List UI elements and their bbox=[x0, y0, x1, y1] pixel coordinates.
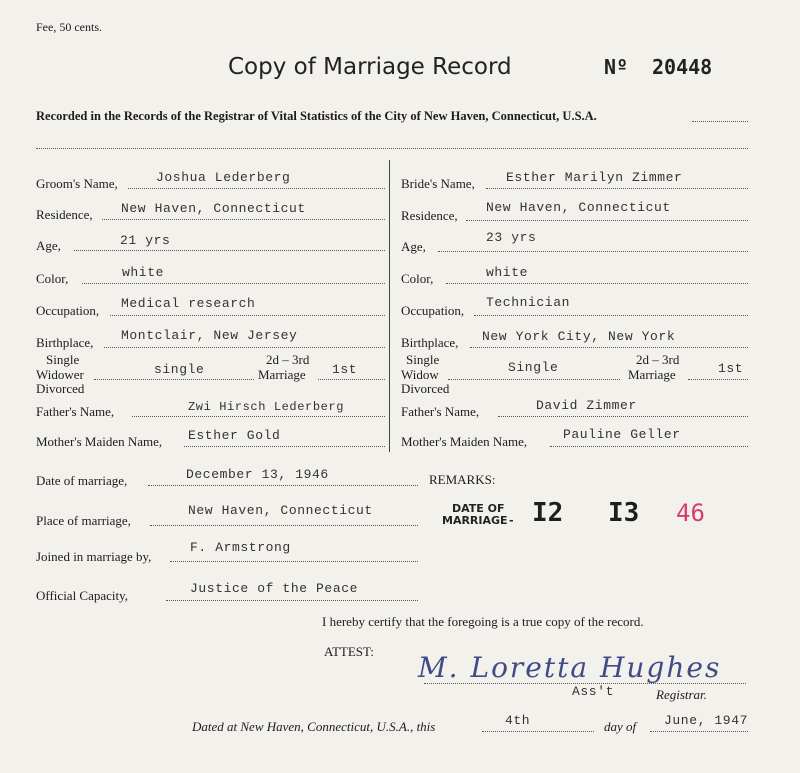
bride-name-label: Bride's Name, bbox=[401, 176, 475, 191]
header-rule bbox=[36, 148, 748, 149]
marriage-date: December 13, 1946 bbox=[186, 467, 329, 482]
groom-age-line bbox=[74, 250, 385, 251]
document-title: Copy of Marriage Record bbox=[228, 54, 512, 80]
dated-day: 4th bbox=[505, 713, 531, 728]
groom-status-line bbox=[94, 379, 254, 380]
bride-color-label: Color, bbox=[401, 271, 434, 286]
bride-father: David Zimmer bbox=[536, 398, 637, 413]
groom-color-label: Color, bbox=[36, 271, 69, 286]
bride-mother: Pauline Geller bbox=[563, 427, 681, 442]
attest-label: ATTEST: bbox=[324, 644, 374, 659]
bride-status-line bbox=[448, 379, 620, 380]
groom-occupation-line bbox=[110, 315, 385, 316]
dated-text: Dated at New Haven, Connecticut, U.S.A., this bbox=[192, 719, 436, 734]
groom-father-label: Father's Name, bbox=[36, 404, 115, 419]
groom-mother: Esther Gold bbox=[188, 428, 281, 443]
groom-status-divorced-label: Divorced bbox=[36, 381, 85, 396]
marriage-date-line bbox=[148, 485, 418, 486]
groom-marriage-label: Marriage bbox=[258, 367, 306, 382]
dated-day-line bbox=[482, 731, 594, 732]
stamp-label-marriage: MARRIAGE bbox=[442, 514, 508, 527]
bride-age: 23 yrs bbox=[486, 230, 537, 245]
groom-birthplace-line bbox=[104, 347, 385, 348]
groom-residence-line bbox=[102, 219, 385, 220]
bride-birthplace-label: Birthplace, bbox=[401, 335, 459, 350]
bride-mother-label: Mother's Maiden Name, bbox=[401, 434, 528, 449]
marriage-place-line bbox=[150, 525, 418, 526]
bride-status-divorced-label: Divorced bbox=[401, 381, 450, 396]
bride-color-line bbox=[446, 283, 748, 284]
bride-father-label: Father's Name, bbox=[401, 404, 480, 419]
bride-father-line bbox=[498, 416, 748, 417]
groom-age: 21 yrs bbox=[120, 233, 171, 248]
bride-occupation: Technician bbox=[486, 295, 571, 310]
official-capacity-label: Official Capacity, bbox=[36, 588, 129, 603]
groom-name-line bbox=[128, 188, 385, 189]
marriage-place-label: Place of marriage, bbox=[36, 513, 131, 528]
bride-mother-line bbox=[550, 446, 748, 447]
groom-color-line bbox=[82, 283, 385, 284]
stamp-dash: - bbox=[509, 514, 514, 527]
dated-month-line bbox=[650, 731, 748, 732]
bride-status: Single bbox=[508, 360, 559, 375]
bride-marriage: 1st bbox=[718, 361, 744, 376]
groom-name: Joshua Lederberg bbox=[156, 170, 291, 185]
bride-status-single-label: Single bbox=[406, 352, 440, 367]
groom-residence: New Haven, Connecticut bbox=[121, 201, 306, 216]
bride-occupation-label: Occupation, bbox=[401, 303, 465, 318]
bride-residence: New Haven, Connecticut bbox=[486, 200, 671, 215]
stamp-year: 46 bbox=[676, 499, 705, 527]
groom-father: Zwi Hirsch Lederberg bbox=[188, 400, 345, 414]
stamp-label-date-of: DATE OF bbox=[452, 502, 505, 515]
bride-residence-label: Residence, bbox=[401, 208, 458, 223]
record-number-prefix: Nº bbox=[604, 55, 629, 79]
groom-status: single bbox=[154, 362, 205, 377]
groom-status-widower-label: Widower bbox=[36, 367, 84, 382]
bride-marriage-label: Marriage bbox=[628, 367, 676, 382]
joined-by-line bbox=[170, 561, 418, 562]
day-of-label: day of bbox=[604, 719, 637, 734]
official-capacity-line bbox=[166, 600, 418, 601]
groom-marriage-line bbox=[318, 379, 385, 380]
groom-mother-label: Mother's Maiden Name, bbox=[36, 434, 163, 449]
bride-age-line bbox=[438, 251, 748, 252]
column-divider bbox=[389, 160, 390, 452]
joined-by: F. Armstrong bbox=[190, 540, 291, 555]
groom-residence-label: Residence, bbox=[36, 207, 93, 222]
groom-name-label: Groom's Name, bbox=[36, 176, 118, 191]
groom-2d3rd-label: 2d – 3rd bbox=[266, 352, 310, 367]
marriage-date-label: Date of marriage, bbox=[36, 473, 128, 488]
bride-2d3rd-label: 2d – 3rd bbox=[636, 352, 680, 367]
official-capacity: Justice of the Peace bbox=[190, 581, 359, 596]
groom-occupation-label: Occupation, bbox=[36, 303, 100, 318]
groom-birthplace: Montclair, New Jersey bbox=[121, 328, 298, 343]
certification-statement: I hereby certify that the foregoing is a true copy of the record. bbox=[322, 614, 644, 629]
bride-birthplace-line bbox=[470, 347, 748, 348]
groom-father-line bbox=[132, 416, 385, 417]
remarks-label: REMARKS: bbox=[429, 472, 496, 487]
groom-status-single-label: Single bbox=[46, 352, 80, 367]
groom-occupation: Medical research bbox=[121, 296, 256, 311]
bride-occupation-line bbox=[474, 315, 748, 316]
bride-age-label: Age, bbox=[401, 239, 426, 254]
bride-birthplace: New York City, New York bbox=[482, 329, 676, 344]
groom-age-label: Age, bbox=[36, 238, 61, 253]
groom-marriage: 1st bbox=[332, 362, 358, 377]
bride-name-line bbox=[486, 188, 748, 189]
bride-residence-line bbox=[466, 220, 748, 221]
record-number: 20448 bbox=[652, 55, 713, 79]
dated-month-year: June, 1947 bbox=[664, 713, 749, 728]
registrar-signature: M. Loretta Hughes bbox=[418, 651, 722, 684]
bride-marriage-line bbox=[688, 379, 748, 380]
groom-color: white bbox=[122, 265, 165, 280]
bride-color: white bbox=[486, 265, 529, 280]
groom-mother-line bbox=[184, 446, 385, 447]
stamp-month: I2 bbox=[532, 498, 564, 528]
registrar-label: Registrar. bbox=[656, 687, 707, 702]
recorded-line: Recorded in the Records of the Registrar of Vital Statistics of the City of New Haven, Connecticut, U.S.A. bbox=[36, 109, 597, 123]
stamp-day: I3 bbox=[608, 498, 640, 528]
asst-label: Ass't bbox=[572, 684, 615, 699]
bride-name: Esther Marilyn Zimmer bbox=[506, 170, 683, 185]
joined-by-label: Joined in marriage by, bbox=[36, 549, 152, 564]
groom-birthplace-label: Birthplace, bbox=[36, 335, 94, 350]
recorded-line-dots bbox=[692, 121, 748, 122]
bride-status-widow-label: Widow bbox=[401, 367, 439, 382]
marriage-place: New Haven, Connecticut bbox=[188, 503, 373, 518]
fee-label: Fee, 50 cents. bbox=[36, 20, 102, 34]
